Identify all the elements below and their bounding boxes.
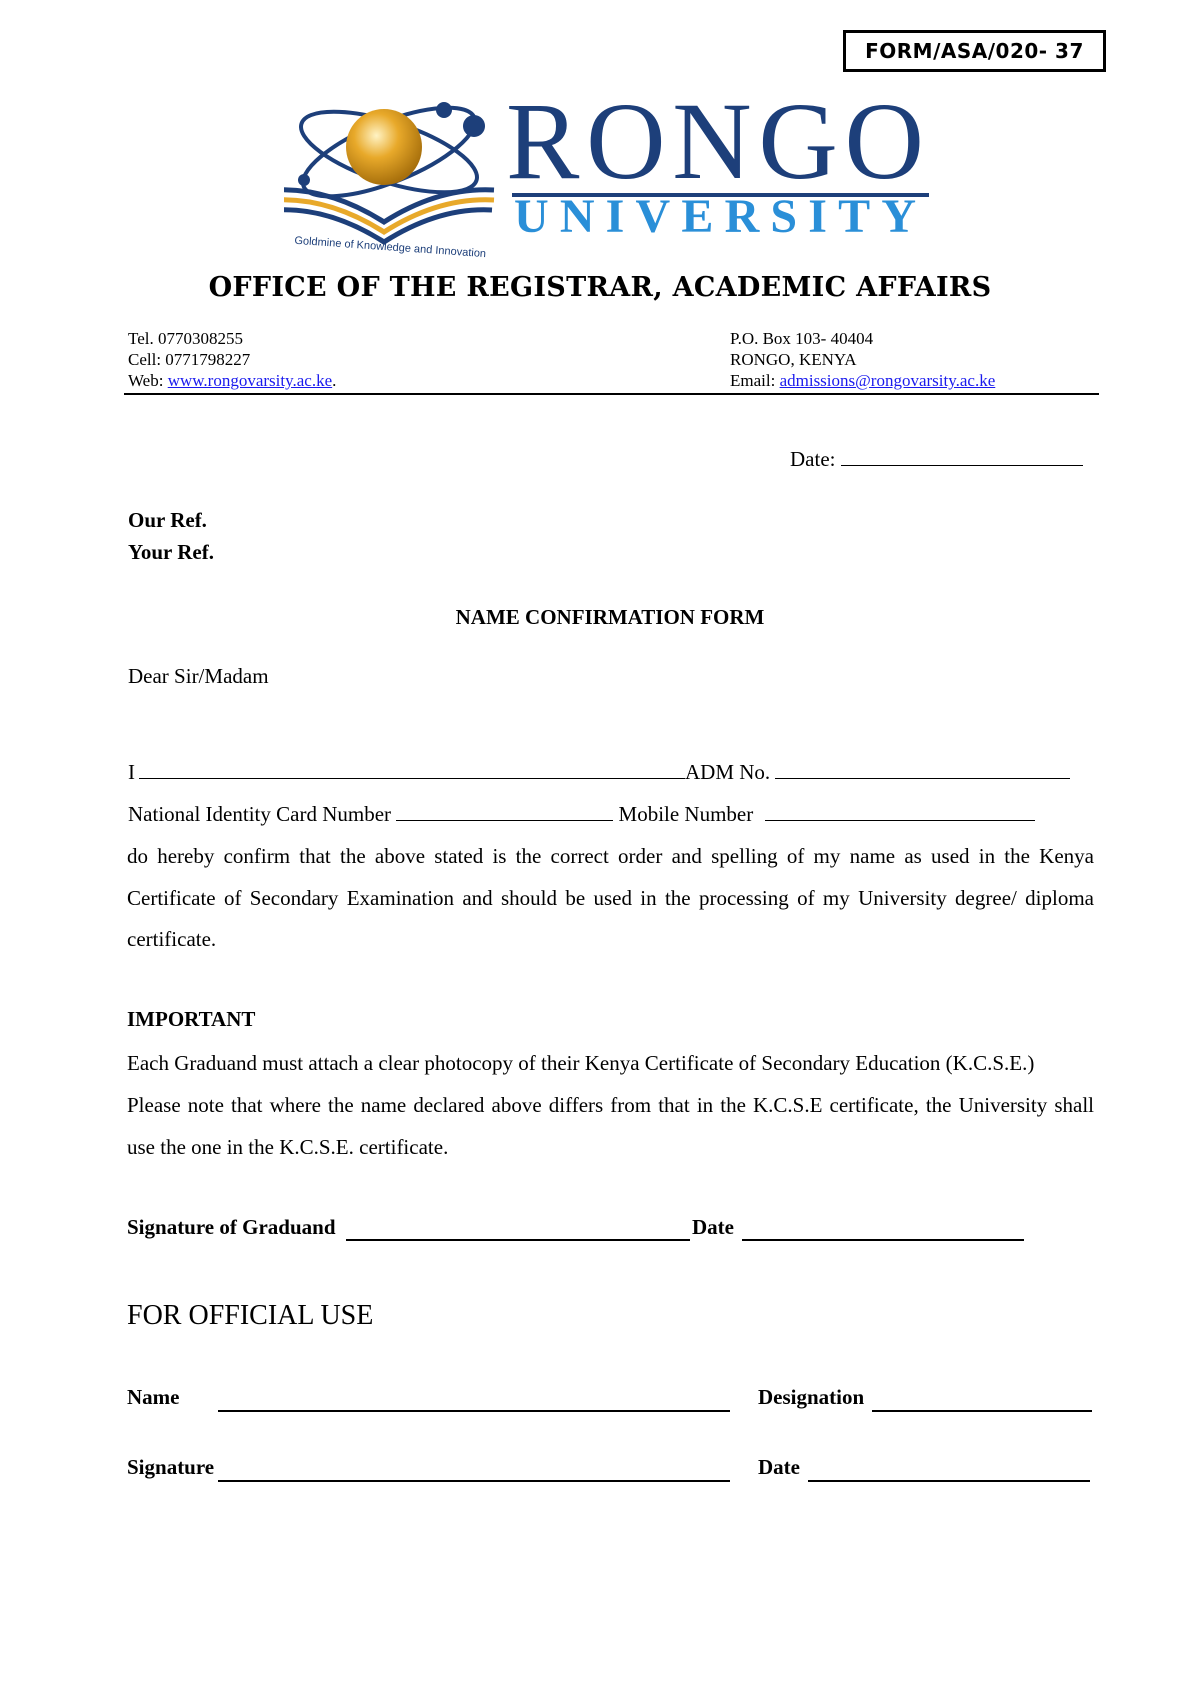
- official-signature-field[interactable]: [218, 1480, 730, 1482]
- website-link[interactable]: www.rongovarsity.ac.ke: [167, 371, 333, 390]
- location: RONGO, KENYA: [730, 350, 857, 369]
- official-use-heading: FOR OFFICIAL USE: [127, 1300, 374, 1331]
- date-field[interactable]: [841, 464, 1083, 466]
- cell-phone: Cell: 0771798227: [128, 350, 251, 369]
- contact-right: [730, 328, 995, 391]
- header-divider: [124, 393, 1099, 395]
- signature-date-label: Date: [692, 1215, 734, 1239]
- your-ref: Your Ref.: [128, 540, 214, 564]
- official-designation-label: Designation: [758, 1385, 865, 1409]
- our-ref: Our Ref.: [128, 508, 207, 532]
- signature-graduand-label: Signature of Graduand: [127, 1215, 336, 1239]
- po-box: P.O. Box 103- 40404: [730, 329, 874, 348]
- official-name-label: Name: [127, 1385, 180, 1409]
- id-mobile-row: [128, 802, 1035, 827]
- official-date-field[interactable]: [808, 1480, 1090, 1482]
- telephone: Tel. 0770308255: [128, 329, 243, 348]
- university-logo: [284, 92, 934, 262]
- salutation: Dear Sir/Madam: [128, 664, 269, 688]
- official-date-label: Date: [758, 1455, 800, 1479]
- i-label: I: [128, 760, 135, 784]
- adm-label: ADM No.: [685, 760, 771, 784]
- id-number-field[interactable]: [396, 819, 613, 821]
- adm-number-field[interactable]: [775, 777, 1070, 779]
- important-text-1: Each Graduand must attach a clear photocopy of their Kenya Certificate of Secondary Education (K.C.S.E.): [127, 1051, 1035, 1075]
- logo-name-bottom: UNIVERSITY: [514, 190, 919, 243]
- signature-graduand-field[interactable]: [346, 1239, 690, 1241]
- email-label: Email:: [730, 371, 780, 390]
- mobile-number-field[interactable]: [765, 819, 1035, 821]
- website-line: [128, 370, 336, 391]
- office-title: OFFICE OF THE REGISTRAR, ACADEMIC AFFAIRS: [208, 272, 992, 303]
- form-title: NAME CONFIRMATION FORM: [455, 605, 765, 629]
- date-label: Date:: [790, 447, 836, 471]
- form-code: FORM/ASA/020- 37: [865, 39, 1084, 63]
- logo-name-top: RONGO: [506, 92, 926, 202]
- email-line: [730, 370, 995, 391]
- open-book-icon: [284, 190, 494, 242]
- contact-left: [128, 328, 336, 391]
- official-name-field[interactable]: [218, 1410, 730, 1412]
- date-row: [790, 447, 1083, 472]
- logo-motto: Goldmine of Knowledge and Innovation: [294, 234, 487, 261]
- full-name-field[interactable]: [139, 777, 685, 779]
- form-code-box: [843, 30, 1106, 72]
- signature-date-field[interactable]: [742, 1239, 1024, 1241]
- official-signature-label: Signature: [127, 1455, 215, 1479]
- confirmation-text: do hereby confirm that the above stated is the correct order and spelling of my name as used in the Kenya Certificate of Secondary Examination and should be used in the processing of my University degree/ diploma certificate.: [127, 844, 1094, 951]
- mobile-label: Mobile Number: [618, 802, 754, 826]
- web-suffix: .: [332, 371, 337, 390]
- id-label: National Identity Card Number: [128, 802, 392, 826]
- email-link[interactable]: admissions@rongovarsity.ac.ke: [779, 371, 996, 390]
- name-adm-row: [128, 760, 1070, 785]
- important-text-2: Please note that where the name declared above differs from that in the K.C.S.E certificate, the University shall use the one in the K.C.S.E. certificate.: [127, 1093, 1094, 1159]
- official-designation-field[interactable]: [872, 1410, 1092, 1412]
- gold-sphere-icon: [346, 109, 422, 185]
- web-label: Web:: [128, 371, 168, 390]
- important-heading: IMPORTANT: [127, 1007, 256, 1031]
